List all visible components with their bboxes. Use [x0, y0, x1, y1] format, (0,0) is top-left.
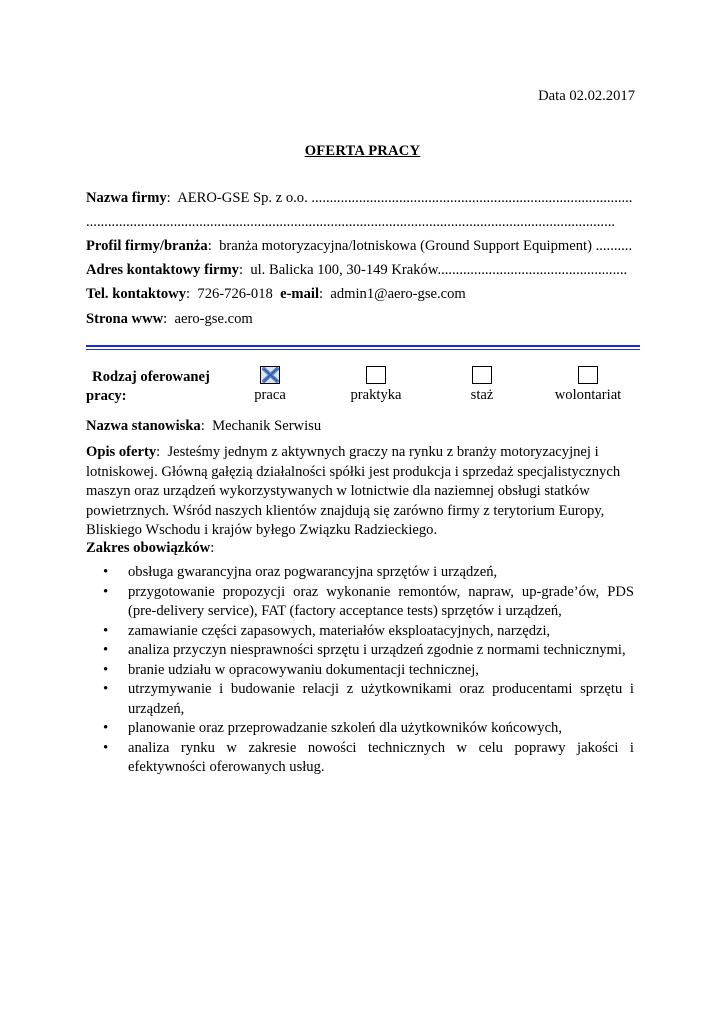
job-type-label — [86, 368, 216, 406]
offer-text: Jesteśmy jednym z aktywnych graczy na rynku z branży motoryzacyjnej i lotniskowej. Główną gałęzią działalności spółki jest produkcja i sprzedaż specjalistycznych maszyn oraz urządzeń wykorzystywanych w lotnictwie dla naziemnej obsługi statków powietrznych. Wśród naszych klientów znajdują się zarówno firmy z terytorium Europy, Bliskiego Wschodu i krajów byłego Związku Radzieckiego. — [86, 444, 621, 538]
company-address-label: Adres kontaktowy firmy — [86, 262, 239, 278]
list-item: • zamawianie części zapasowych, materiałów eksploatacyjnych, narzędzi, — [86, 622, 634, 642]
job-type-checkbox-wolontariat[interactable] — [578, 366, 598, 384]
job-type-option-praca: praca — [254, 387, 286, 403]
company-email-label: e-mail — [280, 286, 319, 302]
section-divider-bottom — [86, 349, 640, 351]
list-item: • obsługa gwarancyjna oraz pogwarancyjna sprzętów i urządzeń, — [86, 563, 634, 583]
job-type-label-line2: pracy — [86, 388, 122, 404]
duties-label: Zakres obowiązków — [86, 540, 211, 556]
offer-description: Opis oferty: Jesteśmy jednym z aktywnych graczy na rynku z branży motoryzacyjnej i lotniskowej. Główną gałęzią działalności spółki jest produkcja i sprzedaż specjalistycznych maszyn oraz urządzeń wykorzystywanych w lotnictwie dla naziemnej obsługi statków powietrznych. Wśród naszych klientów znajdują się zarówno firmy z terytorium Europy, Bliskiego Wschodu i krajów byłego Związku Radzieckiego. — [86, 444, 621, 538]
job-type-option-wolontariat: wolontariat — [554, 387, 622, 403]
position-value: Mechanik Serwisu — [212, 418, 322, 434]
duties-heading: Zakres obowiązków: — [86, 540, 215, 556]
x-mark-icon — [262, 367, 279, 383]
company-profile-line: Profil firmy/branża: branża motoryzacyjna/lotniskowa (Ground Support Equipment) .......... — [86, 238, 633, 254]
company-phone-value: 726-726-018 — [197, 286, 273, 302]
company-name-label: Nazwa firmy — [86, 190, 167, 206]
job-type-checkbox-praca[interactable] — [260, 366, 280, 384]
company-profile-label: Profil firmy/branża — [86, 238, 208, 254]
company-dots-line: ................................................................................................................................................. — [86, 214, 616, 230]
document-date: Data 02.02.2017 — [538, 88, 635, 104]
company-www-value: aero-gse.com — [174, 311, 253, 327]
list-item: • przygotowanie propozycji oraz wykonanie remontów, napraw, up-grade’ów, PDS (pre-delivery service), FAT (factory acceptance tests) sprzętów i urządzeń, — [86, 583, 634, 622]
company-phone-label: Tel. kontaktowy — [86, 286, 187, 302]
company-address-value: ul. Balicka 100, 30-149 Kraków.................................................... — [250, 262, 628, 278]
company-phone-line: Tel. kontaktowy: 726-726-018 e-mail: admin1@aero-gse.com — [86, 286, 466, 302]
company-profile-value: branża motoryzacyjna/lotniskowa (Ground Support Equipment) .......... — [219, 238, 633, 254]
list-item: • utrzymywanie i budowanie relacji z użytkownikami oraz producentami sprzętu i urządzeń, — [86, 680, 634, 719]
company-name-line: Nazwa firmy: AERO-GSE Sp. z o.o. ........................................................................................ — [86, 190, 633, 206]
list-item: • analiza przyczyn niesprawności sprzętu i urządzeń zgodnie z normami technicznymi, — [86, 641, 634, 661]
company-address-line: Adres kontaktowy firmy: ul. Balicka 100, 30-149 Kraków.................................................... — [86, 262, 628, 278]
job-type-checkbox-praktyka[interactable] — [366, 366, 386, 384]
company-email-value: admin1@aero-gse.com — [330, 286, 466, 302]
company-www-label: Strona www — [86, 311, 164, 327]
company-name-value: AERO-GSE Sp. z o.o. ........................................................................................ — [177, 190, 633, 206]
position-label: Nazwa stanowiska — [86, 418, 201, 434]
job-type-label-line2-wrap: pracy: — [86, 388, 127, 404]
section-divider-top — [86, 345, 640, 347]
job-type-checkbox-staz[interactable] — [472, 366, 492, 384]
offer-label: Opis oferty — [86, 444, 157, 460]
position-line: Nazwa stanowiska: Mechanik Serwisu — [86, 418, 322, 434]
document-title: OFERTA PRACY — [304, 143, 421, 159]
job-type-option-staz: staż — [470, 387, 494, 403]
job-type-option-praktyka: praktyka — [350, 387, 402, 403]
duties-list — [86, 563, 634, 778]
list-item: • analiza rynku w zakresie nowości technicznych w celu poprawy jakości i efektywności oferowanych usług. — [86, 739, 634, 778]
company-www-line: Strona www: aero-gse.com — [86, 311, 253, 327]
job-type-label-line1: Rodzaj oferowanej — [92, 369, 210, 385]
list-item: • planowanie oraz przeprowadzanie szkoleń dla użytkowników końcowych, — [86, 719, 634, 739]
list-item: • branie udziału w opracowywaniu dokumentacji technicznej, — [86, 661, 634, 681]
